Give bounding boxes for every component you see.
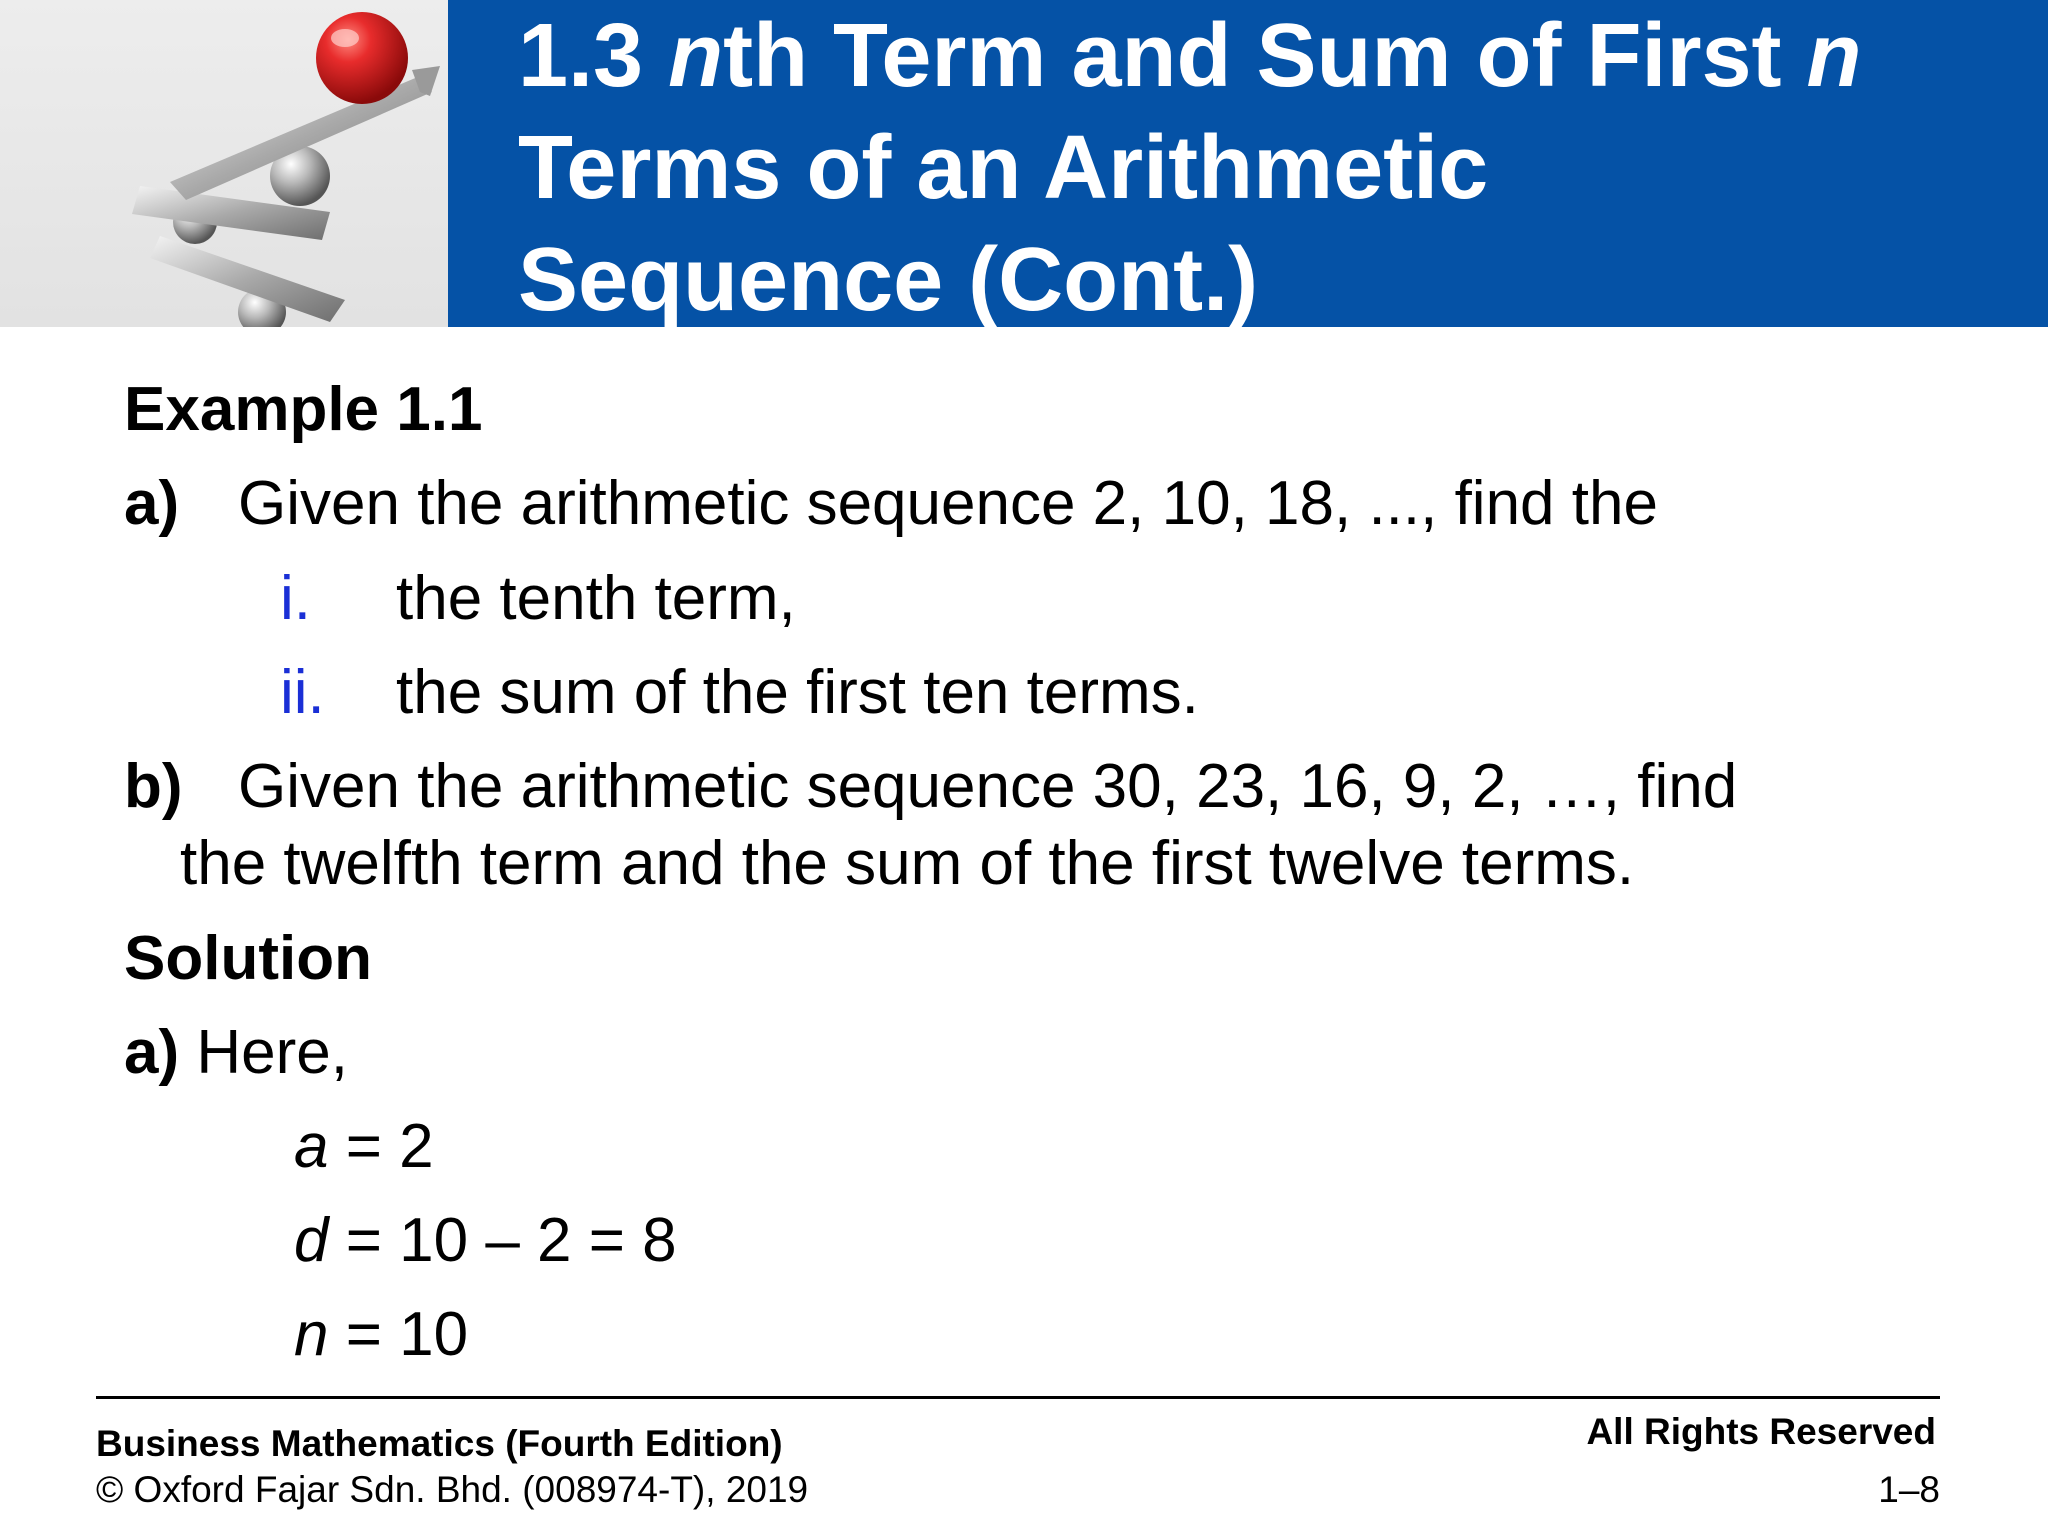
solution-a — [124, 1017, 348, 1089]
item-text-2: the sum of the first ten terms. — [396, 658, 1199, 727]
item-marker-1: i. — [280, 564, 311, 633]
equation-rhs: = 10 — [328, 1300, 469, 1369]
solution-heading: Solution — [124, 924, 372, 993]
title-prefix: 1.3 — [518, 6, 669, 106]
footer-page-number: 1–8 — [1878, 1469, 1940, 1510]
equation-rhs: = 2 — [328, 1112, 434, 1181]
item-text-1: the tenth term, — [396, 564, 796, 633]
footer-book-title: Business Mathematics (Fourth Edition) — [96, 1423, 783, 1464]
solution-a-label: a) — [124, 1018, 180, 1087]
equation-var: d — [294, 1206, 329, 1275]
example-b-text-2: the twelfth term and the sum of the first twelve terms. — [180, 829, 1635, 898]
equation-d — [294, 1205, 677, 1277]
title-line-2: Terms of an Arithmetic — [518, 118, 1489, 218]
title-rest: th Term and Sum of First — [723, 6, 1807, 106]
example-heading: Example 1.1 — [124, 375, 483, 444]
example-a-label: a) — [124, 469, 180, 538]
item-marker-2: ii. — [280, 658, 325, 727]
footer-rights: All Rights Reserved — [1586, 1411, 1936, 1452]
example-b-label: b) — [124, 752, 183, 821]
example-b-text-1: Given the arithmetic sequence 30, 23, 16, 9, 2, …, find — [238, 752, 1738, 821]
title-n2-italic: n — [1806, 6, 1862, 106]
title-n-italic: n — [668, 6, 724, 106]
title-line-3: Sequence (Cont.) — [518, 230, 1259, 330]
solution-a-text: Here, — [196, 1018, 348, 1087]
footer-copyright: © Oxford Fajar Sdn. Bhd. (008974-T), 2019 — [96, 1469, 809, 1510]
equation-var: n — [294, 1300, 329, 1369]
example-a-text: Given the arithmetic sequence 2, 10, 18, ..., find the — [238, 469, 1658, 538]
footer-divider — [96, 1396, 1940, 1399]
equation-rhs: = 10 – 2 = 8 — [328, 1206, 677, 1275]
equation-var: a — [294, 1112, 329, 1181]
equation-a — [294, 1111, 434, 1183]
equation-n — [294, 1299, 468, 1371]
